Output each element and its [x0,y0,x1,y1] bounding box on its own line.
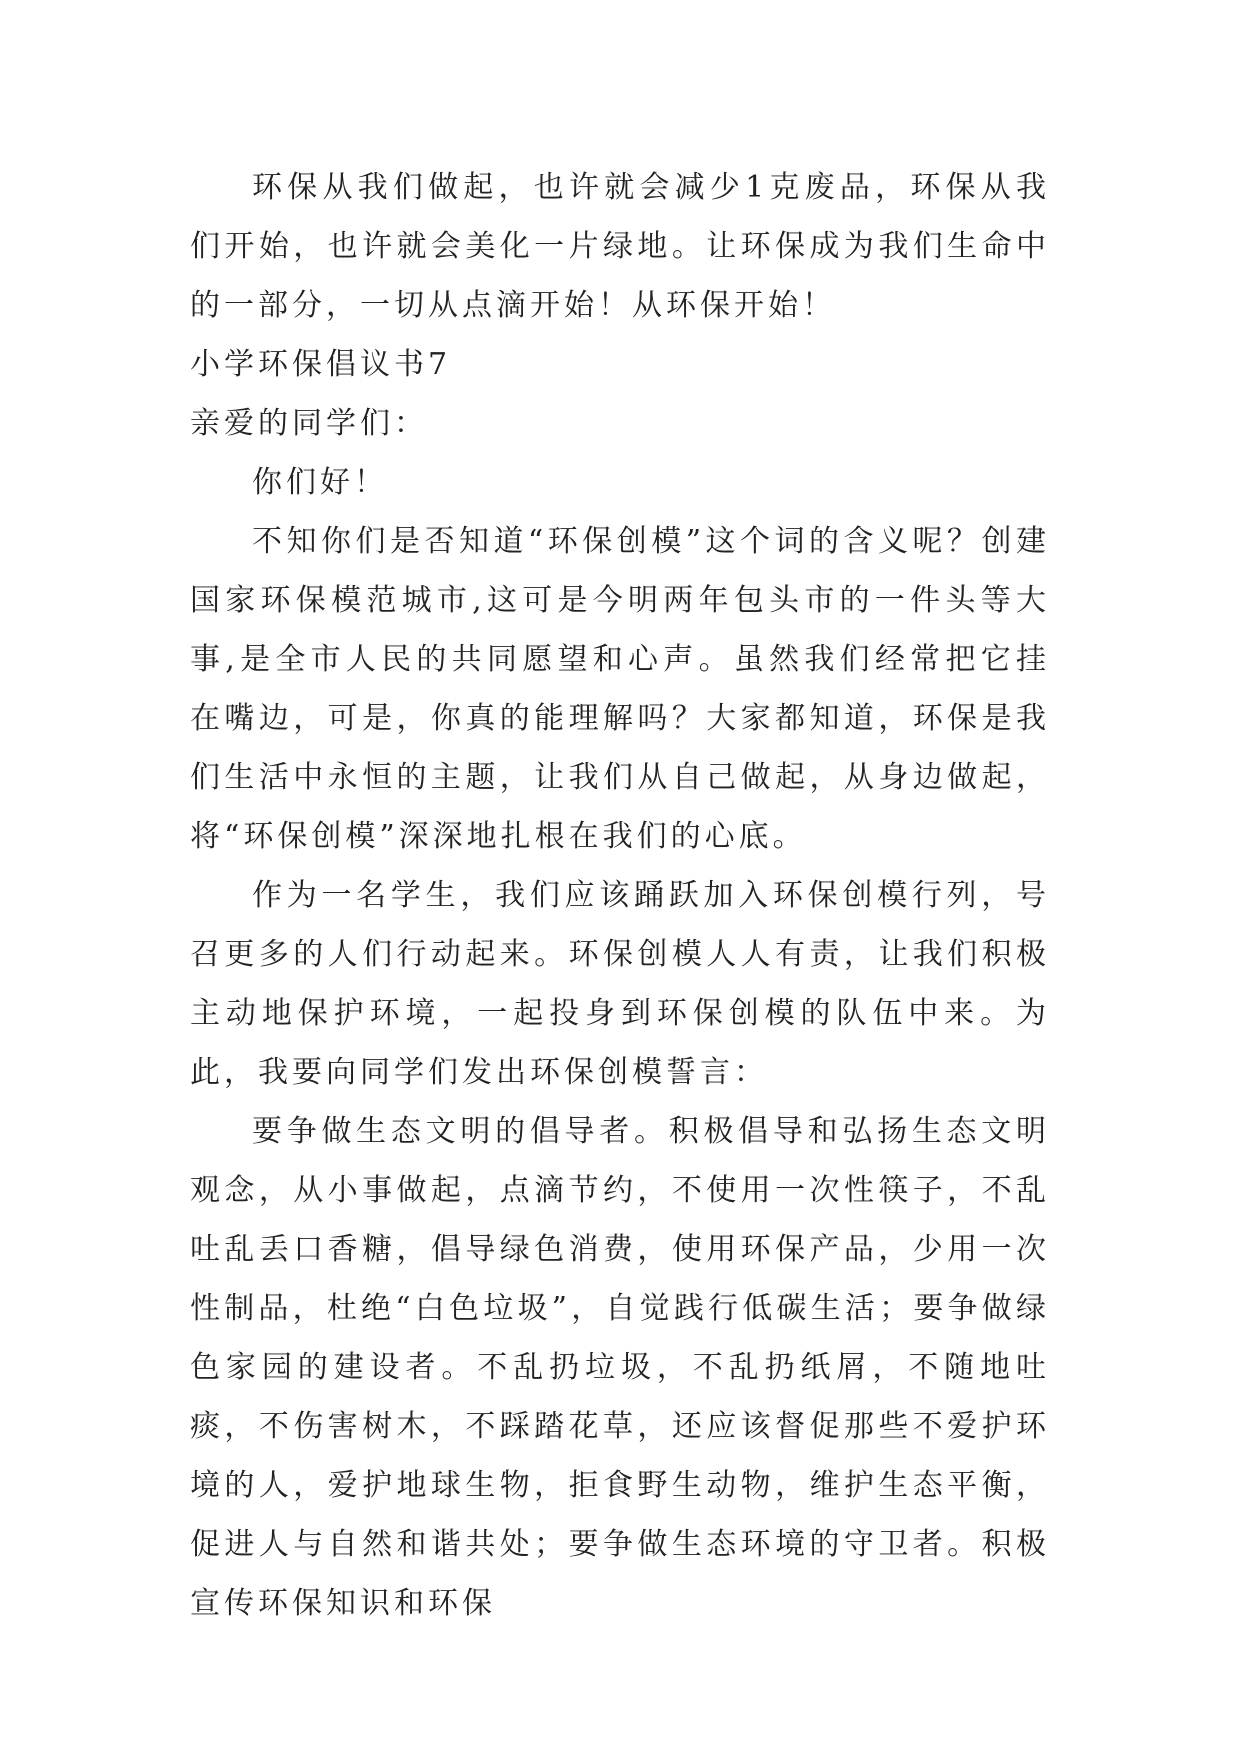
section-title: 小学环保倡议书7 [190,347,452,382]
document-body [190,158,1050,1633]
salutation: 亲爱的同学们： [190,406,428,441]
paragraph-closing: 环保从我们做起，也许就会减少1克废品，环保从我们开始，也许就会美化一片绿地。让环保成为我们生命中的一部分，一切从点滴开始！从环保开始！ [190,170,1050,323]
paragraph-intro: 不知你们是否知道“环保创模”这个词的含义呢？创建国家环保模范城市,这可是今明两年包头市的一件头等大事,是全市人民的共同愿望和心声。虽然我们经常把它挂在嘴边，可是，你真的能理解吗？大家都知道，环保是我们生活中永恒的主题，让我们从自己做起，从身边做起，将“环保创模”深深地扎根在我们的心底。 [190,524,1050,854]
paragraph-call-to-action: 作为一名学生，我们应该踊跃加入环保创模行列，号召更多的人们行动起来。环保创模人人有责，让我们积极主动地保护环境，一起投身到环保创模的队伍中来。为此，我要向同学们发出环保创模誓言： [190,878,1050,1090]
paragraph-pledges: 要争做生态文明的倡导者。积极倡导和弘扬生态文明观念，从小事做起，点滴节约，不使用一次性筷子，不乱吐乱丢口香糖，倡导绿色消费，使用环保产品，少用一次性制品，杜绝“白色垃圾”，自觉践行低碳生活；要争做绿色家园的建设者。不乱扔垃圾，不乱扔纸屑，不随地吐痰，不伤害树木，不踩踏花草，还应该督促那些不爱护环境的人，爱护地球生物，拒食野生动物，维护生态平衡，促进人与自然和谐共处；要争做生态环境的守卫者。积极宣传环保知识和环保 [190,1114,1050,1621]
greeting: 你们好！ [252,465,388,500]
